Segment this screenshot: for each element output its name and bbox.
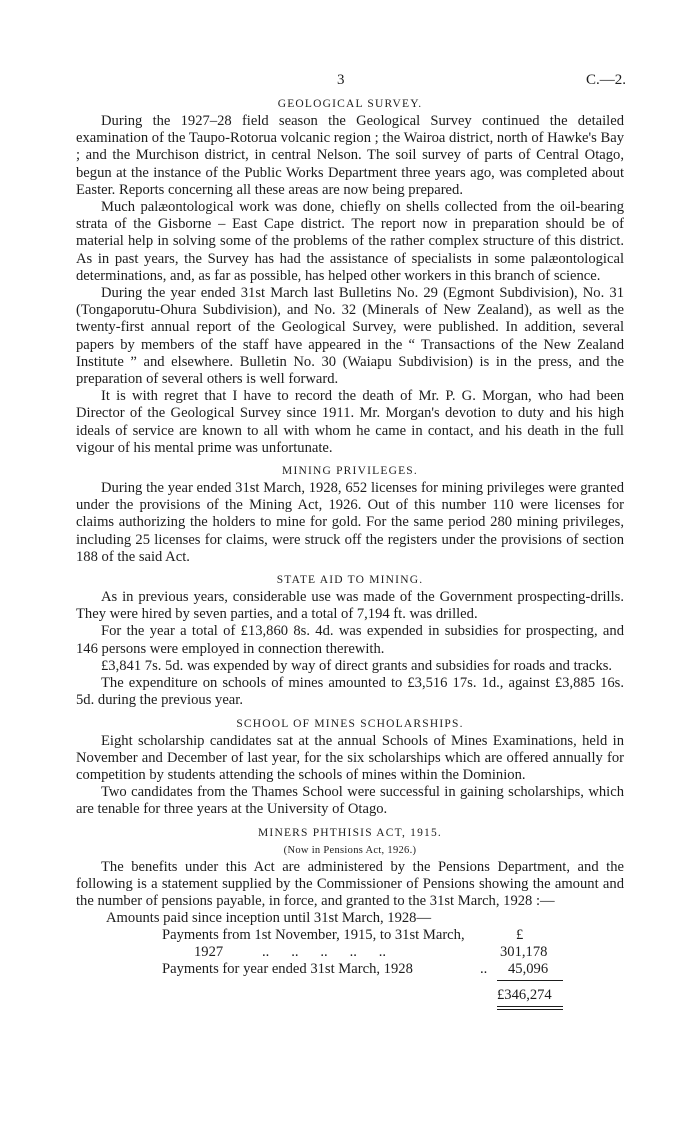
paragraph: Two candidates from the Thames School were successful in gaining scholarships, which are tenable for three years at the University of Otago. [76,784,624,818]
paragraph: During the year ended 31st March, 1928, 652 licenses for mining privileges were granted under the provisions of the Mining Act, 1926. Out of this number 110 were licenses for claims authorizing the holders to mine for gold. For the same period 280 mining privileges, including 25 licenses for claims, were struck off the registers under the provisions of section 188 of the said Act. [76,480,624,565]
paragraph: Much palæontological work was done, chiefly on shells collected from the oil-bearing strata of the Gisborne – East Cape district. The report now in preparation should be of material help in solving some of the problems of the rather complex structure of this district. As in past years, the Survey has had the assistance of specialists in some palæontological determinations, and, as far as possible, has helped other workers in this branch of science. [76,199,624,284]
paragraph: It is with regret that I have to record the death of Mr. P. G. Morgan, who had been Director of the Geological Survey since 1911. Mr. Morgan's devotion to duty and his high ideals of service are known to all with whom he came in contact, and his death in the full vigour of his mental prime was unfortunate. [76,388,624,456]
heading-geological-survey: GEOLOGICAL SURVEY. [277,98,423,110]
paragraph: During the year ended 31st March last Bulletins No. 29 (Egmont Subdivision), No. 31 (Tongaporutu-Ohura Subdivision), and No. 32 (Minerals of New Zealand), as well as the twenty-first annual report of the Geological Survey, were published. In addition, several papers by members of the staff have appeared in the “ Transactions of the New Zealand Institute ” and elsewhere. Bulletin No. 30 (Waiapu Subdivision) is in the press, and the preparation of several others is well forward. [76,285,624,388]
currency-symbol: £ [516,927,524,944]
total-rule-top [497,1006,563,1007]
table-row2-value: 45,096 [508,961,549,978]
paragraph: £3,841 7s. 5d. was expended by way of direct grants and subsidies for roads and tracks. [101,657,613,674]
heading-miners-phthisis-act: MINERS PHTHISIS ACT, 1915. [257,826,443,839]
paragraph: As in previous years, considerable use was made of the Government prospecting-drills. They were hired by seven parties, and a total of 7,194 ft. was drilled. [76,589,624,623]
table-row2-leaders: .. [480,961,488,978]
heading-state-aid: STATE AID TO MINING. [276,574,424,587]
page-number: 3 [337,72,345,88]
table-row1-leaders: .. .. .. .. .. [262,944,387,961]
table-row2-label: Payments for year ended 31st March, 1928 [162,961,413,978]
document-reference: C.—2. [586,72,627,88]
pensions-table [76,910,624,1014]
page-header [0,72,700,90]
subheading-pensions-act: (Now in Pensions Act, 1926.) [283,844,417,856]
paragraph: Eight scholarship candidates sat at the annual Schools of Mines Examinations, held in November and December of last year, for the six scholarships which are offered annually for competition by students attending the schools of mines within the Dominion. [76,732,624,783]
paragraph: The expenditure on schools of mines amounted to £3,516 17s. 1d., against £3,885 16s. 5d. during the previous year. [76,675,624,709]
table-intro: Amounts paid since inception until 31st March, 1928— [106,910,432,927]
table-row1-label: Payments from 1st November, 1915, to 31st March, [162,927,465,944]
paragraph: For the year a total of £13,860 8s. 4d. was expended in subsidies for prospecting, and 146 persons were employed in connection therewith. [76,623,624,657]
subtotal-rule [497,980,563,981]
paragraph: The benefits under this Act are administered by the Pensions Department, and the following is a statement supplied by the Commissioner of Pensions showing the amount and the number of pensions payable, in force, and granted to the 31st March, 1928 :— [76,858,624,909]
main-column [76,96,624,1014]
table-row1-year: 1927 [194,944,224,961]
heading-mining-privileges: MINING PRIVILEGES. [282,465,418,478]
total-rule-bottom [497,1009,563,1010]
table-total: £346,274 [497,987,552,1004]
heading-school-of-mines-scholarships: SCHOOL OF MINES SCHOLARSHIPS. [236,717,464,730]
table-row1-value: 301,178 [500,944,548,961]
paragraph: During the 1927–28 field season the Geological Survey continued the detailed examination of the Taupo-Rotorua volcanic region ; the Wairoa district, north of Hawke's Bay ; and the Murchison district, in central Nelson. The soil survey of parts of Central Otago, begun at the instance of the Public Works Department three years ago, was completed about Easter. Reports concerning all these areas are now being prepared. [76,113,624,198]
